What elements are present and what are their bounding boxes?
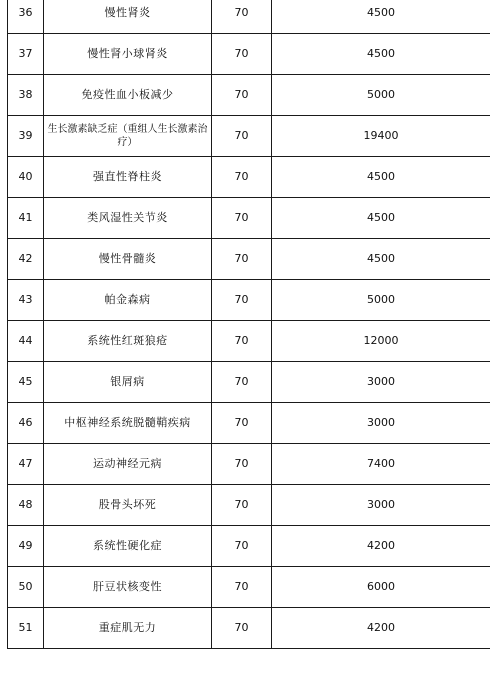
row-number: 41 bbox=[8, 198, 44, 239]
amount-value: 3000 bbox=[272, 485, 491, 526]
row-number: 40 bbox=[8, 157, 44, 198]
row-number: 39 bbox=[8, 116, 44, 157]
disease-name: 类风湿性关节炎 bbox=[44, 198, 212, 239]
row-number: 36 bbox=[8, 0, 44, 34]
amount-value: 3000 bbox=[272, 403, 491, 444]
amount-value: 5000 bbox=[272, 75, 491, 116]
table-body bbox=[8, 0, 491, 649]
table-row bbox=[8, 198, 491, 239]
disease-name: 慢性骨髓炎 bbox=[44, 239, 212, 280]
age-value: 70 bbox=[212, 280, 272, 321]
table-row bbox=[8, 608, 491, 649]
amount-value: 7400 bbox=[272, 444, 491, 485]
amount-value: 4500 bbox=[272, 34, 491, 75]
age-value: 70 bbox=[212, 485, 272, 526]
age-value: 70 bbox=[212, 608, 272, 649]
row-number: 44 bbox=[8, 321, 44, 362]
amount-value: 6000 bbox=[272, 567, 491, 608]
row-number: 51 bbox=[8, 608, 44, 649]
disease-name: 免疫性血小板减少 bbox=[44, 75, 212, 116]
table-row bbox=[8, 34, 491, 75]
document-page bbox=[7, 0, 490, 682]
disease-name: 慢性肾炎 bbox=[44, 0, 212, 34]
age-value: 70 bbox=[212, 0, 272, 34]
age-value: 70 bbox=[212, 116, 272, 157]
amount-value: 4500 bbox=[272, 0, 491, 34]
row-number: 47 bbox=[8, 444, 44, 485]
row-number: 43 bbox=[8, 280, 44, 321]
table-row bbox=[8, 75, 491, 116]
amount-value: 4500 bbox=[272, 198, 491, 239]
disease-name: 银屑病 bbox=[44, 362, 212, 403]
table-row bbox=[8, 321, 491, 362]
amount-value: 3000 bbox=[272, 362, 491, 403]
disease-name: 生长激素缺乏症（重组人生长激素治疗） bbox=[44, 116, 212, 157]
row-number: 37 bbox=[8, 34, 44, 75]
table-row bbox=[8, 239, 491, 280]
amount-value: 4200 bbox=[272, 608, 491, 649]
disease-reimbursement-table bbox=[7, 0, 490, 649]
table-row bbox=[8, 157, 491, 198]
age-value: 70 bbox=[212, 444, 272, 485]
age-value: 70 bbox=[212, 34, 272, 75]
row-number: 42 bbox=[8, 239, 44, 280]
amount-value: 12000 bbox=[272, 321, 491, 362]
amount-value: 4500 bbox=[272, 157, 491, 198]
table-row bbox=[8, 567, 491, 608]
table-row bbox=[8, 444, 491, 485]
amount-value: 4500 bbox=[272, 239, 491, 280]
table-row bbox=[8, 526, 491, 567]
disease-name: 强直性脊柱炎 bbox=[44, 157, 212, 198]
disease-name: 系统性硬化症 bbox=[44, 526, 212, 567]
amount-value: 19400 bbox=[272, 116, 491, 157]
disease-name: 运动神经元病 bbox=[44, 444, 212, 485]
table-row bbox=[8, 280, 491, 321]
disease-name: 股骨头坏死 bbox=[44, 485, 212, 526]
age-value: 70 bbox=[212, 526, 272, 567]
age-value: 70 bbox=[212, 75, 272, 116]
table-row bbox=[8, 362, 491, 403]
disease-name: 肝豆状核变性 bbox=[44, 567, 212, 608]
disease-name: 重症肌无力 bbox=[44, 608, 212, 649]
disease-name: 帕金森病 bbox=[44, 280, 212, 321]
row-number: 45 bbox=[8, 362, 44, 403]
table-row bbox=[8, 0, 491, 34]
disease-name: 慢性肾小球肾炎 bbox=[44, 34, 212, 75]
age-value: 70 bbox=[212, 239, 272, 280]
table-row bbox=[8, 403, 491, 444]
table-row bbox=[8, 485, 491, 526]
age-value: 70 bbox=[212, 403, 272, 444]
disease-name: 中枢神经系统脱髓鞘疾病 bbox=[44, 403, 212, 444]
row-number: 46 bbox=[8, 403, 44, 444]
age-value: 70 bbox=[212, 567, 272, 608]
amount-value: 4200 bbox=[272, 526, 491, 567]
amount-value: 5000 bbox=[272, 280, 491, 321]
age-value: 70 bbox=[212, 362, 272, 403]
age-value: 70 bbox=[212, 157, 272, 198]
row-number: 49 bbox=[8, 526, 44, 567]
age-value: 70 bbox=[212, 198, 272, 239]
row-number: 48 bbox=[8, 485, 44, 526]
row-number: 38 bbox=[8, 75, 44, 116]
row-number: 50 bbox=[8, 567, 44, 608]
table-row bbox=[8, 116, 491, 157]
disease-name: 系统性红斑狼疮 bbox=[44, 321, 212, 362]
age-value: 70 bbox=[212, 321, 272, 362]
